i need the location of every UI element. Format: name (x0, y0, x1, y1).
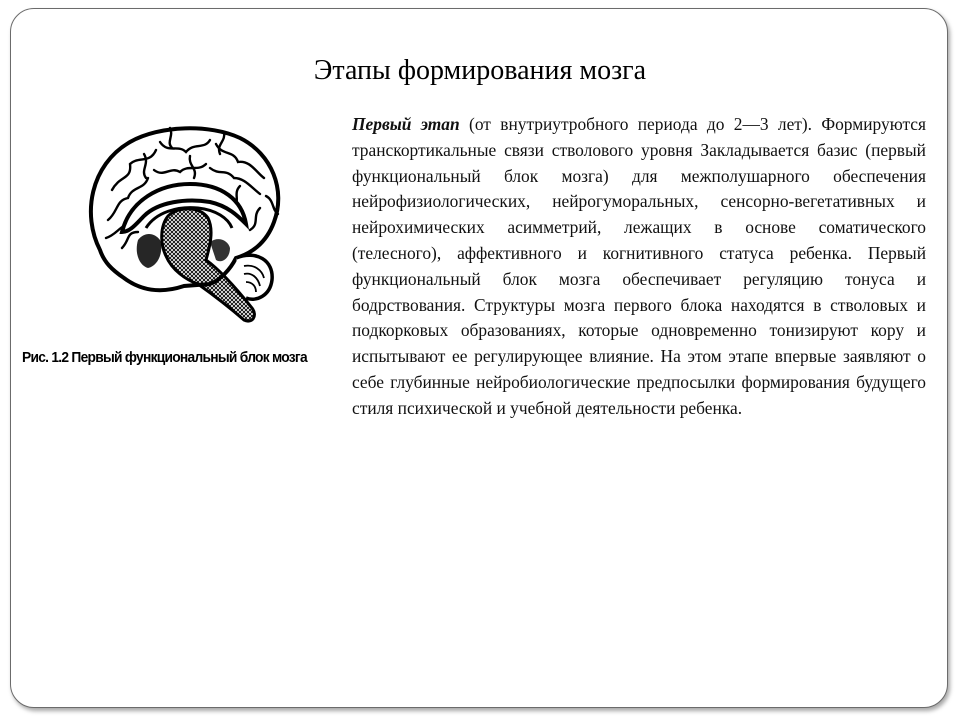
body-paragraph (352, 112, 926, 422)
figure-caption: Рис. 1.2 Первый функциональный блок мозга (22, 349, 307, 366)
stage-description: (от внутриутробного периода до 2—3 лет). Формируются транскортикальные связи стволового уровня Закладывается базис (первый функциональный блок мозга) для межполушарного обеспечения нейрофизиологических, нейрогуморальных, сенсорно-вегетативных и нейрохимических асимметрий, лежащих в основе соматического (телесного), аффективного и когнитивного статуса ребенка. Первый функциональный блок мозга обеспечивает регуляцию тонуса и бодрствования. Структуры мозга первого блока находятся в стволовых и подкорковых образованиях, которые одновременно тонизируют кору и испытывают ее регулирующее влияние. На этом этапе впервые заявляют о себе глубинные нейробиологические предпосылки формирования будущего стиля психической и учебной деятельности ребенка. (352, 114, 927, 418)
stage-lead: Первый этап (352, 114, 460, 134)
slide-title: Этапы формирования мозга (313, 55, 647, 86)
brain-illustration (60, 120, 300, 340)
